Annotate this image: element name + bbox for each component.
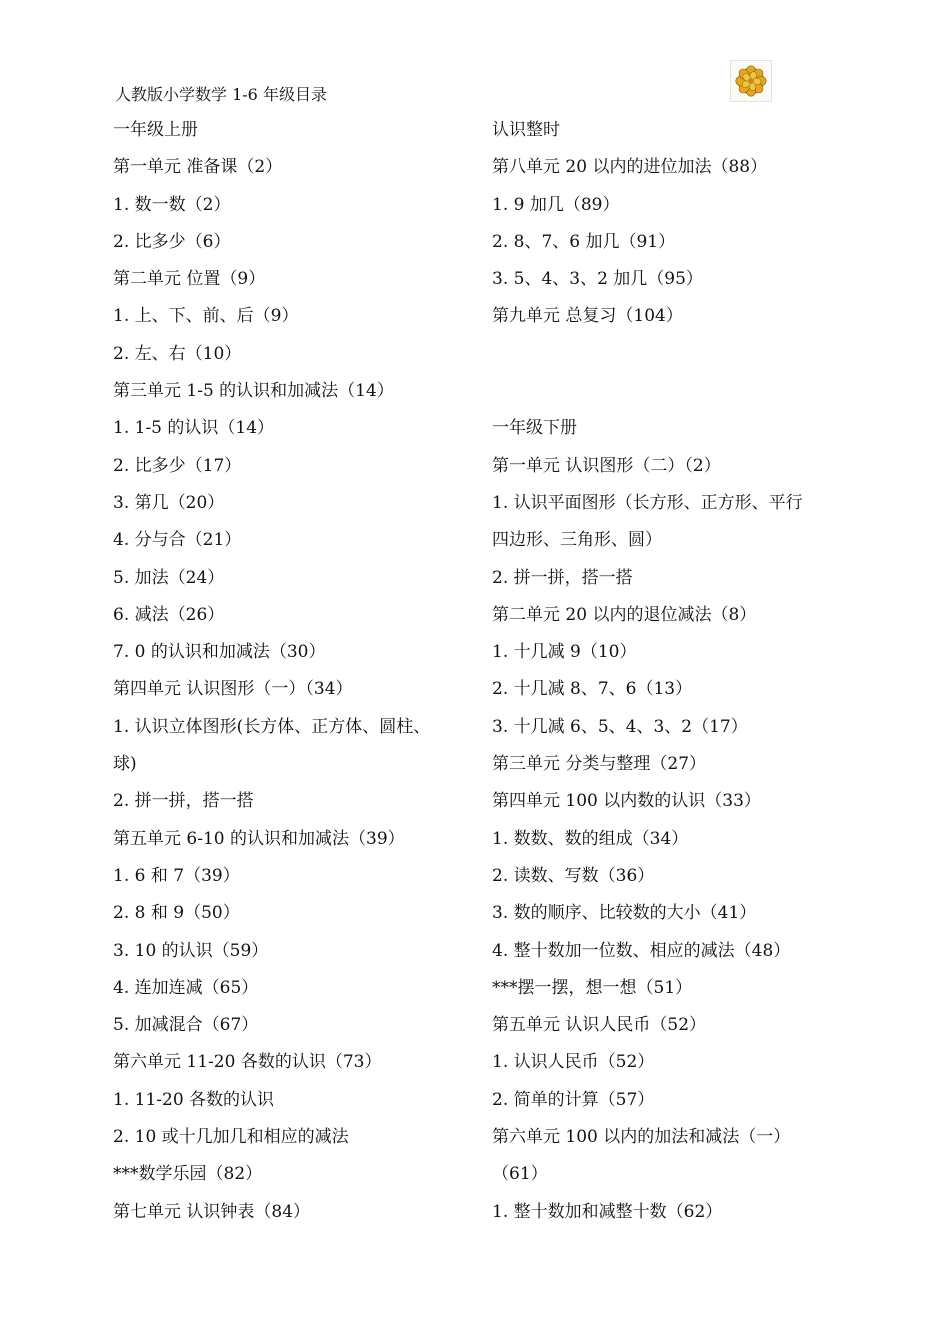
toc-entry: 2. 拼一拼，搭一搭 [113,791,254,812]
blank-line [492,336,852,373]
toc-entry: 一年级上册 [113,120,198,140]
toc-entry: 第七单元 认识钟表（84） [113,1201,311,1222]
toc-entry: 2. 比多少（17） [113,455,242,476]
toc-entry: 1. 认识人民币（52） [492,1052,655,1073]
toc-entry: 第三单元 分类与整理（27） [492,754,707,775]
toc-entry: 第一单元 认识图形（二）（2） [492,455,721,476]
toc-entry: ***数学乐园（82） [113,1164,263,1185]
toc-entry: 第二单元 20 以内的退位减法（8） [492,604,757,625]
toc-entry: 7. 0 的认识和加减法（30） [113,642,326,663]
toc-entry: 3. 5、4、3、2 加几（95） [492,269,703,290]
document-title: 人教版小学数学 1-6 年级目录 [115,85,327,104]
toc-entry: 2. 简单的计算（57） [492,1089,655,1110]
toc-entry: 第六单元 11-20 各数的认识（73） [113,1052,382,1073]
toc-entry: 第四单元 100 以内数的认识（33） [492,791,761,812]
toc-entry: 4. 连加连减（65） [113,977,259,998]
toc-entry: （61） [492,1164,548,1185]
toc-entry: 1. 数数、数的组成（34） [492,828,689,849]
blank-line [492,373,852,410]
toc-entry: 3. 十几减 6、5、4、3、2（17） [492,716,748,737]
toc-entry: 认识整时 [492,120,560,140]
toc-entry: 2. 十几减 8、7、6（13） [492,679,693,700]
toc-entry: 1. 9 加几（89） [492,194,620,215]
toc-entry: 2. 左、右（10） [113,343,242,364]
toc-entry: 3. 数的顺序、比较数的大小（41） [492,903,757,924]
toc-entry: 3. 第几（20） [113,492,225,513]
toc-entry: 第九单元 总复习（104） [492,306,683,327]
toc-entry: 第八单元 20 以内的进位加法（88） [492,157,768,178]
right-toc-column [492,112,852,1231]
toc-entry: 2. 读数、写数（36） [492,865,655,886]
toc-entry: 1. 6 和 7（39） [113,865,240,886]
toc-entry: 5. 加减混合（67） [113,1015,259,1036]
toc-entry: 2. 拼一拼，搭一搭 [492,567,633,588]
toc-entry: 第六单元 100 以内的加法和减法（一） [492,1127,791,1148]
toc-entry: 1. 十几减 9（10） [492,642,637,663]
toc-entry: 4. 分与合（21） [113,530,242,551]
toc-entry: 第三单元 1-5 的认识和加减法（14） [113,381,394,402]
gold-flower-icon [730,60,772,102]
toc-entry: 6. 减法（26） [113,604,225,625]
toc-entry: 2. 比多少（6） [113,231,231,252]
toc-entry: 一年级下册 [492,418,577,439]
toc-entry: 1. 上、下、前、后（9） [113,306,299,327]
toc-entry: 1. 1-5 的认识（14） [113,418,275,439]
toc-entry: 2. 10 或十几加几和相应的减法 [113,1127,349,1148]
toc-entry: 1. 认识平面图形（长方形、正方形、平行 [492,492,803,513]
toc-entry: 5. 加法（24） [113,567,225,588]
toc-entry: 2. 8、7、6 加几（91） [492,231,676,252]
toc-entry: 4. 整十数加一位数、相应的减法（48） [492,940,791,961]
toc-entry: 第五单元 认识人民币（52） [492,1015,707,1036]
left-toc-column [113,112,478,1231]
toc-entry: 第一单元 准备课（2） [113,157,283,178]
toc-entry: 1. 11-20 各数的认识 [113,1089,275,1110]
toc-entry: 3. 10 的认识（59） [113,940,269,961]
toc-entry: 2. 8 和 9（50） [113,903,240,924]
toc-entry: 四边形、三角形、圆） [492,530,662,551]
toc-entry: 1. 认识立体图形(长方体、正方体、圆柱、 [113,716,431,737]
toc-entry: 球) [113,754,137,775]
toc-entry: ***摆一摆，想一想（51） [492,977,693,998]
toc-entry: 1. 整十数加和减整十数（62） [492,1201,723,1222]
toc-entry: 第二单元 位置（9） [113,269,266,290]
toc-entry: 第五单元 6-10 的认识和加减法（39） [113,828,405,849]
toc-entry: 第四单元 认识图形（一）（34） [113,679,353,700]
toc-entry: 1. 数一数（2） [113,194,231,215]
